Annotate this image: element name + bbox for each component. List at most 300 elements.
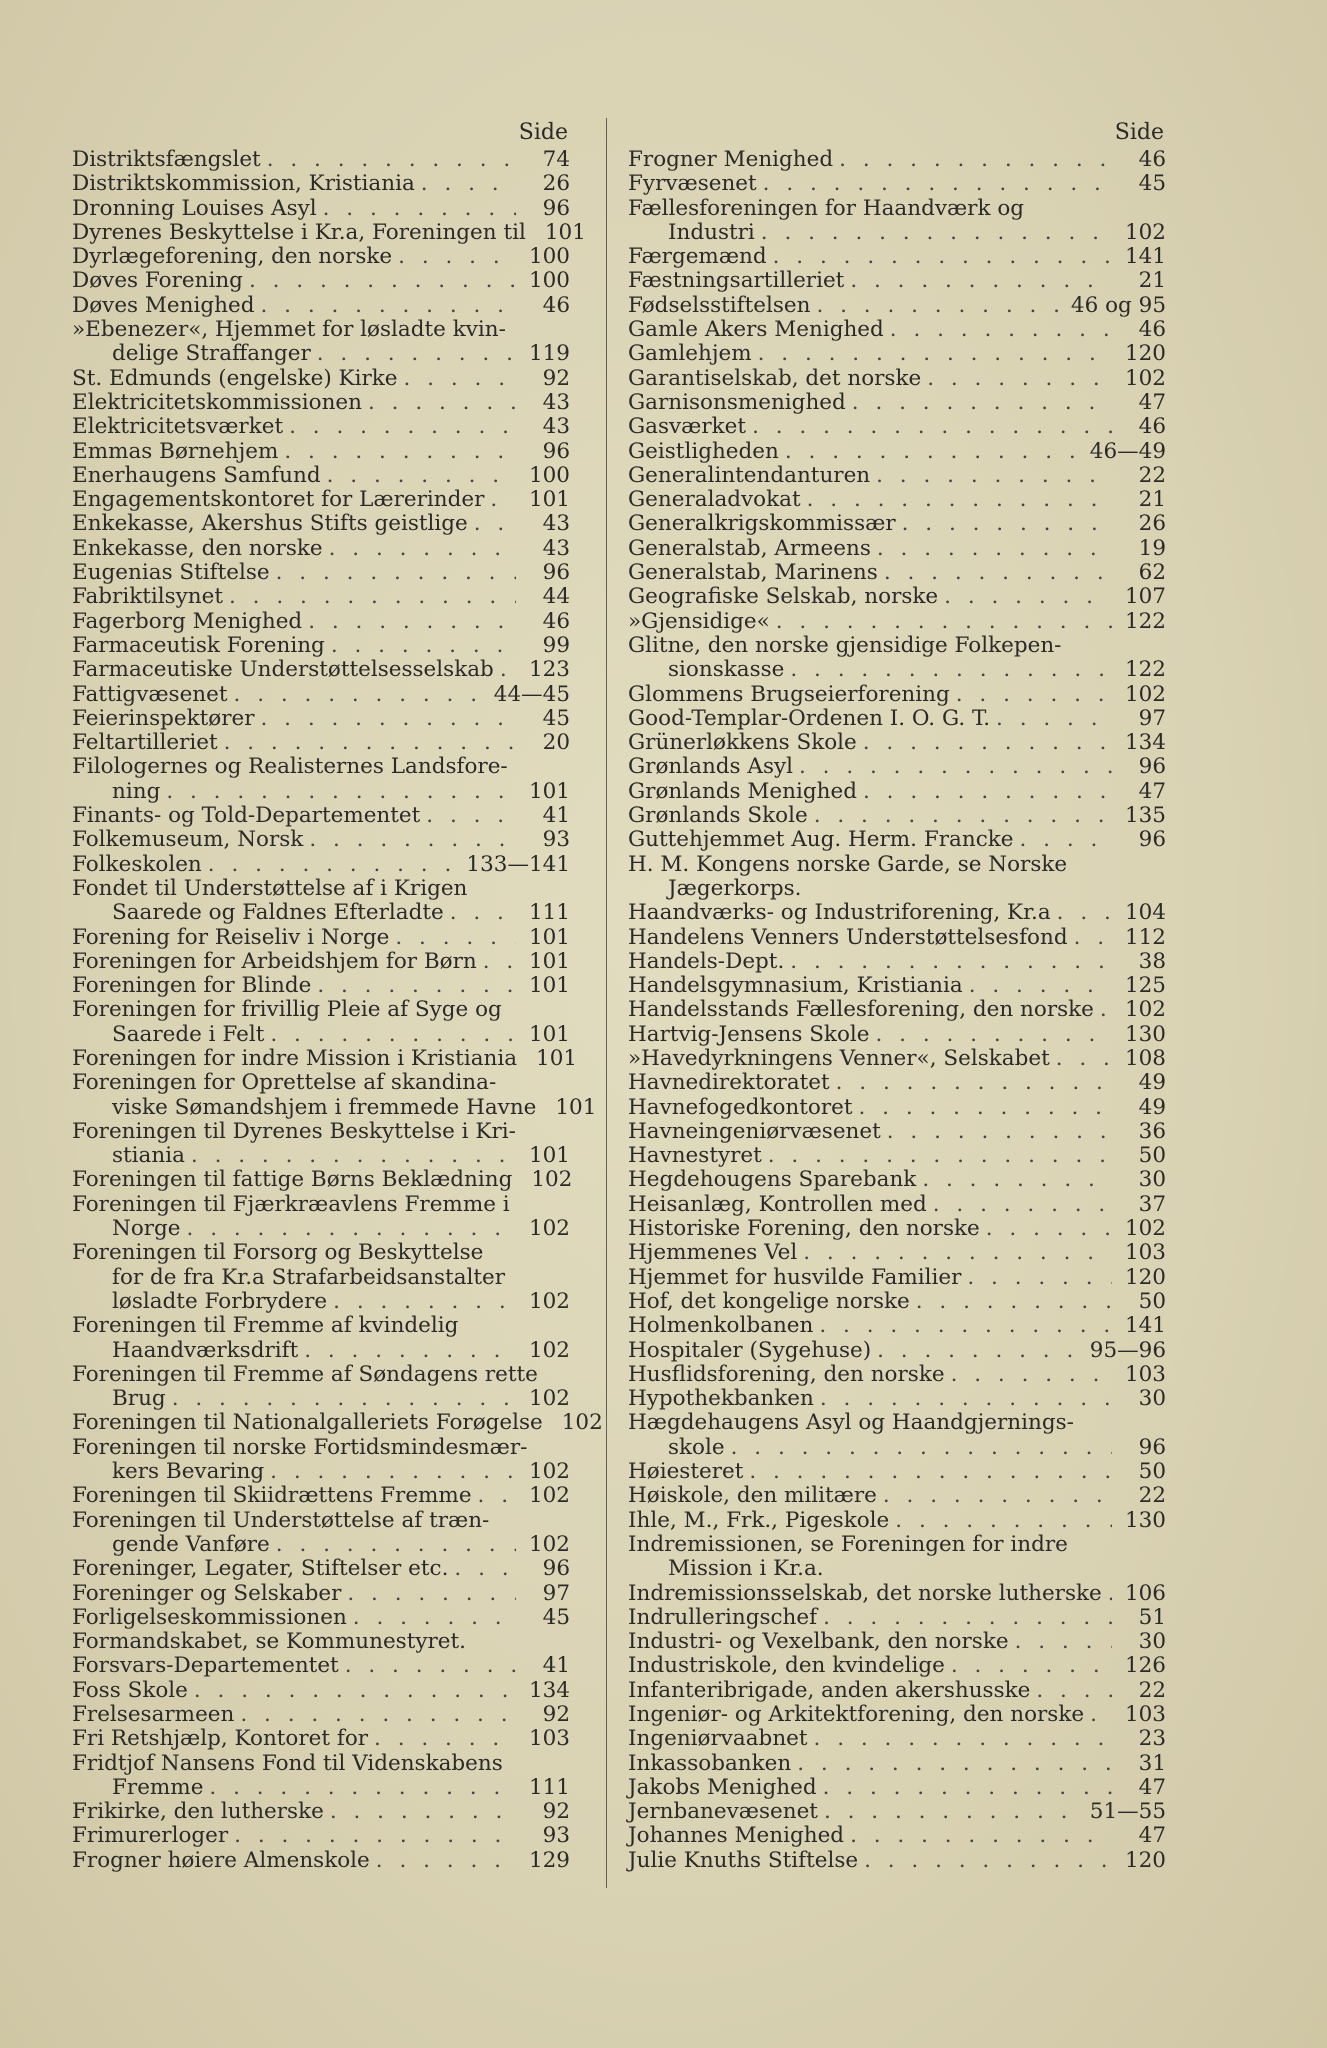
entry-label: Foss Skole [72,1677,188,1703]
entry-line [628,1752,1166,1776]
entry-line [72,1630,570,1654]
entry-text [628,1800,1166,1824]
index-column-left [72,118,603,1888]
page-reference: 119 [528,341,570,367]
entry-text [72,804,570,828]
page-reference: 101 [544,219,586,245]
entry-text [72,1167,573,1193]
entry-line [628,1582,1166,1606]
index-entry [628,998,1166,1022]
index-entry [72,1363,570,1412]
leader-dots [166,780,516,804]
entry-label: Havnedirektoratet [628,1070,830,1096]
page-reference: 41 [542,803,570,829]
entry-line [628,464,1166,488]
entry-text [72,1630,570,1654]
entry-line [628,1460,1166,1484]
entry-label: Foreningen for Arbeidshjem for Børn [72,948,477,974]
entry-text [628,1387,1166,1411]
index-entry [72,853,570,877]
entry-text [72,391,570,415]
index-entry [628,148,1166,172]
entry-label: Elektricitetsværket [72,414,284,440]
entry-label: Dyrenes Beskyttelse i Kr.a, Foreningen til [72,219,526,245]
entry-text [628,269,1166,293]
entry-line [72,1727,570,1751]
entry-text [72,828,570,852]
index-entry [72,245,570,269]
entry-label: Ingeniørvaabnet [628,1726,808,1752]
entry-line [628,731,1166,755]
entry-label: Grünerløkkens Skole [628,730,857,756]
entry-text [72,1606,570,1630]
index-entry [628,950,1166,974]
entry-label: Gasværket [628,414,747,440]
entry-label: Foreningen for Oprettelse af skandina- [72,1070,497,1096]
entry-text [628,1606,1166,1630]
entry-continuation-line [72,1266,570,1290]
index-list [628,148,1166,1873]
index-entry [628,488,1166,512]
entry-label: »Gjensidige« [628,608,770,634]
index-entry [72,658,570,682]
entry-label: Fridtjof Nansens Fond til Videnskabens [72,1750,503,1776]
leader-dots [986,1217,1112,1241]
entry-label: Handelsgymnasium, Kristiania [628,973,963,999]
index-entry [72,1630,570,1654]
page-reference: 102 [528,1386,570,1412]
entry-line [72,148,570,172]
index-entry [72,1727,570,1751]
entry-line [628,610,1166,634]
page-reference: 103 [1124,1240,1166,1266]
entry-line [628,561,1166,585]
entry-label: Foreningen til Forsorg og Beskyttelse [72,1240,484,1266]
entry-label: Forligelseskommissionen [72,1604,347,1630]
index-entry [628,828,1166,852]
entry-line [72,998,570,1022]
index-entry [72,634,570,658]
entry-label: Foreningen til Fjærkræavlens Fremme i [72,1191,510,1217]
entry-text [72,634,570,658]
leader-dots [951,1363,1112,1387]
page-reference: 19 [1138,535,1166,561]
entry-continuation-line [72,1290,570,1314]
entry-label: Mission i Kr.a. [668,1556,824,1582]
entry-label: Good-Templar-Ordenen I. O. G. T. [628,705,991,731]
entry-label: Hypothekbanken [628,1386,814,1412]
index-list [72,147,603,1873]
entry-text [628,537,1166,561]
entry-label: Enkekasse, Akershus Stifts geistlige [72,511,468,537]
entry-label: Dyrlægeforening, den norske [72,244,393,270]
leader-dots [944,585,1112,609]
entry-text [628,610,1166,634]
entry-label: Høiskole, den militære [628,1483,877,1509]
index-entry [72,464,570,488]
entry-label: Norge [112,1216,181,1242]
index-entry [628,391,1166,415]
entry-label: viske Sømandshjem i fremmede Havne [112,1094,537,1120]
index-column-right [628,118,1166,1888]
entry-label: Haandværksdrift [112,1337,299,1363]
entry-line [72,707,570,731]
entry-line [72,245,570,269]
index-entry [628,1679,1166,1703]
entry-line [72,415,570,439]
entry-label: Havnefogedkontoret [628,1094,853,1120]
entry-text [72,148,570,172]
index-entry [628,707,1166,731]
page-reference: 102 [528,1337,570,1363]
entry-label: Geistligheden [628,438,779,464]
leader-dots [276,561,516,585]
index-entry [628,415,1166,439]
index-entry [72,1654,570,1678]
entry-line [72,1557,570,1581]
entry-line [628,998,1166,1022]
index-entry [628,367,1166,391]
leader-dots [172,1387,516,1411]
entry-text [72,707,570,731]
entry-label: Grønlands Skole [628,803,808,829]
index-entry [628,731,1166,755]
entry-label: Hjemmenes Vel [628,1240,798,1266]
index-entry [628,1168,1166,1192]
entry-label: gende Vanføre [112,1531,270,1557]
entry-text [628,1752,1166,1776]
entry-text [72,1410,603,1436]
page-reference: 44 [542,584,570,610]
entry-line [628,926,1166,950]
index-entry [72,1241,570,1314]
page-reference: 96 [1138,1434,1166,1460]
leader-dots [761,221,1112,245]
entry-label: Saarede og Faldnes Efterladte [112,900,444,926]
entry-line [72,1071,570,1095]
index-entry [72,512,570,536]
page-reference: 96 [542,1556,570,1582]
entry-text [72,172,570,196]
entry-label: Garantiselskab, det norske [628,365,922,391]
leader-dots [374,1727,516,1751]
page-reference: 44—45 [493,681,570,707]
leader-dots [731,1436,1112,1460]
index-entry [628,1606,1166,1630]
entry-text [72,294,570,318]
page-reference: 102 [1124,1216,1166,1242]
entry-text [72,926,570,950]
entry-text [628,901,1166,925]
leader-dots [785,440,1080,464]
entry-line [72,1679,570,1703]
leader-dots [887,1120,1112,1144]
entry-text [628,1144,1166,1168]
index-entry [628,585,1166,609]
entry-label: Hof, det kongelige norske [628,1288,910,1314]
index-entry [72,415,570,439]
page-reference: 50 [1138,1459,1166,1485]
page-reference: 101 [528,778,570,804]
entry-line [72,294,570,318]
entry-label: Fabriktilsynet [72,584,224,610]
entry-line [72,1606,570,1630]
entry-line [72,440,570,464]
entry-text [628,1776,1166,1800]
entry-line [72,367,570,391]
entry-text [72,1070,597,1120]
entry-text [72,998,570,1047]
page-reference: 43 [542,511,570,537]
leader-dots [877,537,1112,561]
leader-dots [863,780,1112,804]
entry-text [628,1290,1166,1314]
leader-dots [819,1314,1112,1338]
index-entry [628,853,1166,902]
leader-dots [1108,1582,1112,1606]
entry-label: Generalintendanturen [628,462,871,488]
leader-dots [763,172,1112,196]
index-entry [72,269,570,293]
entry-text [628,1217,1166,1241]
index-entry [628,294,1166,318]
entry-line [628,537,1166,561]
entry-text [72,950,570,974]
entry-text [72,755,570,804]
entry-label: Hægdehaugens Asyl og Haandgjernings- [628,1410,1074,1436]
leader-dots [823,1776,1112,1800]
entry-text [628,172,1166,196]
leader-dots [329,537,516,561]
entry-text [628,148,1166,172]
entry-label: Distriktskommission, Kristiania [72,171,415,197]
entry-text [72,1120,570,1169]
entry-line [72,318,570,342]
entry-text [628,1047,1166,1071]
index-entry [72,1849,570,1873]
index-entry [72,998,570,1047]
index-entry [628,1071,1166,1095]
entry-label: Infanteribrigade, anden akershusske [628,1677,1031,1703]
entry-text [72,877,570,926]
leader-dots [224,731,516,755]
entry-text [628,585,1166,609]
index-entry [628,974,1166,998]
entry-line [72,1824,570,1848]
page-reference: 101 [528,1143,570,1169]
entry-label: ning [112,778,161,804]
entry-label: Folkemuseum, Norsk [72,827,304,853]
entry-label: Generalstab, Armeens [628,535,871,561]
page-reference: 93 [542,1823,570,1849]
entry-line [628,1509,1166,1533]
entry-label: Folkeskolen [72,851,202,877]
page-reference: 43 [542,535,570,561]
entry-text [628,1679,1166,1703]
leader-dots [820,1387,1112,1411]
entry-label: Foreningen for Blinde [72,973,312,999]
entry-text [72,585,570,609]
index-entry [628,1241,1166,1265]
page-reference: 129 [528,1847,570,1873]
entry-text [72,610,570,634]
entry-text [72,658,570,682]
leader-dots [850,1824,1112,1848]
entry-text [72,1654,570,1678]
leader-dots [1015,1630,1112,1654]
index-entry [628,683,1166,707]
entry-line [628,1193,1166,1217]
page-reference: 47 [1138,1774,1166,1800]
index-entry [628,1411,1166,1460]
entry-line [72,219,586,245]
entry-line [72,1363,570,1387]
page-reference: 21 [1138,487,1166,513]
index-entry [72,294,570,318]
entry-label: Døves Forening [72,268,243,294]
page-reference: 46 [542,608,570,634]
page-reference: 93 [542,827,570,853]
entry-label: Johannes Menighed [628,1823,845,1849]
entry-text [72,1557,570,1581]
index-entry [72,1752,570,1801]
index-entry [628,1460,1166,1484]
entry-label: Fattigvæsenet [72,681,228,707]
column-divider [606,118,607,1888]
index-entry [628,1533,1166,1582]
leader-dots [450,901,516,925]
page-reference: 102 [1124,997,1166,1023]
page-reference: 101 [536,1045,578,1071]
entry-text [628,391,1166,415]
entry-label: Gamle Akers Menighed [628,317,884,343]
leader-dots [1090,1703,1112,1727]
entry-text [72,367,570,391]
page-reference: 96 [1138,827,1166,853]
entry-label: Glitne, den norske gjensidige Folkepen- [628,632,1062,658]
index-entry [628,1339,1166,1363]
leader-dots [234,1824,516,1848]
entry-label: »Ebenezer«, Hjemmet for løsladte kvin- [72,317,506,343]
page-reference: 141 [1124,244,1166,270]
page-reference: 43 [542,389,570,415]
entry-text [628,440,1166,464]
index-entry [72,172,570,196]
entry-label: Elektricitetskommissionen [72,389,362,415]
entry-label: Foreninger, Legater, Stiftelser etc. [72,1556,449,1582]
leader-dots [858,1096,1112,1120]
entry-continuation-line [72,1217,570,1241]
page-reference: 96 [1138,754,1166,780]
leader-dots [803,1241,1112,1265]
page-reference: 26 [542,171,570,197]
entry-text [628,853,1166,902]
page-reference: 50 [1138,1288,1166,1314]
entry-text [628,1582,1166,1606]
page-reference: 46 [1138,317,1166,343]
entry-text [628,415,1166,439]
entry-text [72,197,570,221]
page-reference: 38 [1138,948,1166,974]
leader-dots [404,367,516,391]
leader-dots [327,464,516,488]
index-entry [72,1167,573,1193]
page-reference: 102 [528,1288,570,1314]
entry-line [628,755,1166,779]
index-entry [72,219,586,245]
entry-line [72,1120,570,1144]
index-entry [72,731,570,755]
entry-label: Foreningen til Fremme af Søndagens rette [72,1361,538,1387]
leader-dots [951,1654,1112,1678]
entry-text [72,1363,570,1412]
index-entry [628,561,1166,585]
index-entry [72,318,570,367]
page-reference: 120 [1124,1847,1166,1873]
leader-dots [863,731,1112,755]
entry-text [72,269,570,293]
entry-line [628,197,1166,221]
entry-text [628,488,1166,512]
entry-label: Fri Retshjælp, Kontoret for [72,1726,369,1752]
page-reference: 96 [542,195,570,221]
entry-label: Geografiske Selskab, norske [628,584,939,610]
entry-text [628,731,1166,755]
leader-dots [347,1582,516,1606]
leader-dots [956,683,1112,707]
entry-label: Industri [668,219,755,245]
entry-line [72,1436,570,1460]
page-reference: 99 [542,632,570,658]
leader-dots [758,342,1112,366]
entry-text [72,440,570,464]
leader-dots [191,1144,516,1168]
index-entry [628,1484,1166,1508]
index-entry [628,537,1166,561]
entry-label: Farmaceutisk Forening [72,632,325,658]
entry-text [628,804,1166,828]
page-reference: 111 [528,900,570,926]
index-entry [72,367,570,391]
index-entry [72,1509,570,1558]
leader-dots [816,294,1060,318]
index-entry [72,148,570,172]
leader-dots [890,318,1112,342]
leader-dots [317,974,516,998]
page-reference: 47 [1138,389,1166,415]
page-reference: 31 [1138,1750,1166,1776]
entry-line [72,1703,570,1727]
entry-label: Saarede i Felt [112,1021,265,1047]
entry-line [72,1484,570,1508]
leader-dots [1074,926,1112,950]
leader-dots [969,974,1112,998]
index-entry [72,1410,603,1436]
page-reference: 101 [528,1021,570,1047]
entry-label: Indremissionsselskab, det norske lutherske [628,1580,1102,1606]
page-reference: 97 [542,1580,570,1606]
entry-continuation-line [628,221,1166,245]
leader-dots [1020,828,1113,852]
entry-label: Indremissionen, se Foreningen for indre [628,1531,1068,1557]
entry-continuation-line [72,1460,570,1484]
page-reference: 102 [561,1410,603,1436]
entry-label: Foreningen til Nationalgalleriets Forøgelse [72,1410,543,1436]
page-reference: 74 [542,147,570,172]
page-reference: 97 [1138,705,1166,731]
entry-line [628,1387,1166,1411]
page-reference: 102 [528,1216,570,1242]
